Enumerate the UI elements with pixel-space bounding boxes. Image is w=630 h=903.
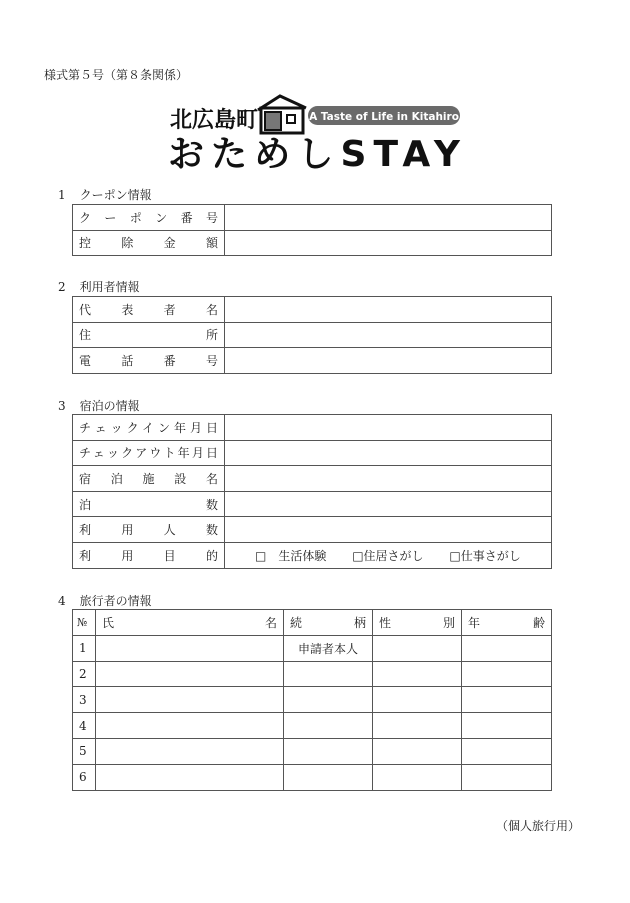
- name-cell[interactable]: [96, 635, 284, 661]
- logo-tagline: A Taste of Life in Kitahiro: [309, 111, 459, 123]
- checkin-field[interactable]: [225, 415, 552, 441]
- table-row: [73, 764, 552, 790]
- sex-cell[interactable]: [373, 764, 462, 790]
- checkout-field[interactable]: [225, 440, 552, 466]
- table-row: [73, 661, 552, 687]
- relation-cell: 申請者本人: [284, 635, 373, 661]
- purpose-checkbox-housing[interactable]: □住居さがし: [352, 548, 424, 563]
- representative-name-label: 代表者名: [73, 297, 225, 323]
- header-age: 年 齢: [462, 610, 552, 636]
- purpose-checkbox-job[interactable]: □仕事さがし: [449, 548, 521, 563]
- name-cell[interactable]: [96, 713, 284, 739]
- coupon-number-label: クーポン番号: [73, 205, 225, 231]
- relation-cell[interactable]: [284, 687, 373, 713]
- nights-field[interactable]: [225, 491, 552, 517]
- relation-cell[interactable]: [284, 661, 373, 687]
- deduction-amount-field[interactable]: [225, 230, 552, 256]
- name-cell[interactable]: [96, 764, 284, 790]
- section4-title: 4 旅行者の情報: [58, 594, 152, 608]
- coupon-table: [72, 204, 552, 256]
- table-row: [73, 635, 552, 661]
- row-no: 5: [73, 738, 96, 764]
- age-cell[interactable]: [462, 764, 552, 790]
- logo-program-text: おためしSTAY: [168, 134, 460, 170]
- form-number: 様式第５号（第８条関係）: [44, 68, 189, 82]
- facility-name-label: 宿泊施設名: [73, 466, 225, 492]
- age-cell[interactable]: [462, 687, 552, 713]
- row-no: 4: [73, 713, 96, 739]
- relation-cell[interactable]: [284, 713, 373, 739]
- row-no: 6: [73, 764, 96, 790]
- row-no: 3: [73, 687, 96, 713]
- house-icon: [258, 96, 306, 133]
- sex-cell[interactable]: [373, 635, 462, 661]
- table-row: [73, 713, 552, 739]
- age-cell[interactable]: [462, 738, 552, 764]
- address-field[interactable]: [225, 322, 552, 348]
- purpose-checkbox-life[interactable]: □ 生活体験: [255, 548, 327, 563]
- row-no: 2: [73, 661, 96, 687]
- phone-field[interactable]: [225, 348, 552, 374]
- sex-cell[interactable]: [373, 661, 462, 687]
- traveler-header-row: [73, 610, 552, 636]
- logo-town-text: 北広島町: [170, 108, 259, 133]
- phone-label: 電話番号: [73, 348, 225, 374]
- table-row: [73, 687, 552, 713]
- otameshi-stay-logo: [166, 90, 466, 170]
- purpose-label: 利用目的: [73, 542, 225, 568]
- header-name: 氏 名: [96, 610, 284, 636]
- name-cell[interactable]: [96, 661, 284, 687]
- checkout-label: チェックアウト年月日: [73, 440, 225, 466]
- sex-cell[interactable]: [373, 687, 462, 713]
- sex-cell[interactable]: [373, 713, 462, 739]
- age-cell[interactable]: [462, 661, 552, 687]
- header-no: №: [73, 610, 96, 636]
- deduction-amount-label: 控除金額: [73, 230, 225, 256]
- section3-title: 3 宿泊の情報: [58, 399, 140, 413]
- header-relation: 続 柄: [284, 610, 373, 636]
- checkin-label: チェックイン年月日: [73, 415, 225, 441]
- header-sex: 性 別: [373, 610, 462, 636]
- age-cell[interactable]: [462, 713, 552, 739]
- traveler-table: [72, 609, 552, 791]
- address-label: 住 所: [73, 322, 225, 348]
- section2-title: 2 利用者情報: [58, 280, 140, 294]
- age-cell[interactable]: [462, 635, 552, 661]
- purpose-options: [225, 542, 552, 568]
- stay-table: [72, 414, 552, 569]
- name-cell[interactable]: [96, 738, 284, 764]
- relation-cell[interactable]: [284, 738, 373, 764]
- sex-cell[interactable]: [373, 738, 462, 764]
- section1-title: 1 クーポン情報: [58, 188, 152, 202]
- table-row: [73, 738, 552, 764]
- footer-note: （個人旅行用）: [495, 819, 580, 833]
- row-no: 1: [73, 635, 96, 661]
- coupon-number-field[interactable]: [225, 205, 552, 231]
- nights-label: 泊 数: [73, 491, 225, 517]
- relation-cell[interactable]: [284, 764, 373, 790]
- name-cell[interactable]: [96, 687, 284, 713]
- guest-count-field[interactable]: [225, 517, 552, 543]
- user-table: [72, 296, 552, 374]
- guest-count-label: 利用人数: [73, 517, 225, 543]
- facility-name-field[interactable]: [225, 466, 552, 492]
- representative-name-field[interactable]: [225, 297, 552, 323]
